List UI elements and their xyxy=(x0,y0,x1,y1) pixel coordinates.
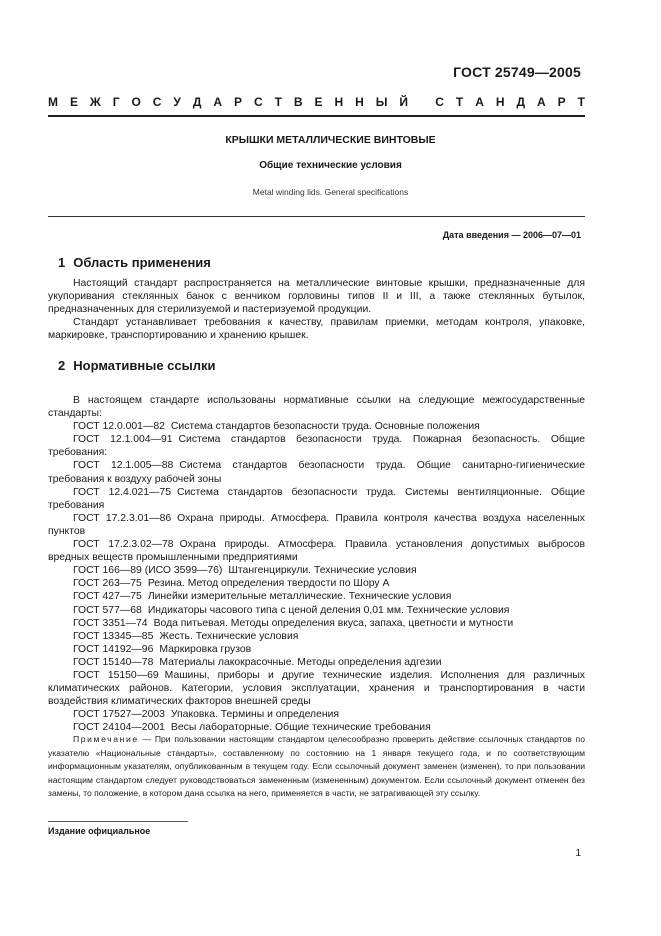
banner-letter: Т xyxy=(274,95,282,109)
reference-item xyxy=(48,708,585,721)
banner-letter: Е xyxy=(314,95,323,109)
reference-item xyxy=(48,669,585,708)
document-subtitle: Общие технические условия xyxy=(259,160,402,171)
reference-item xyxy=(48,617,585,630)
reference-title: Охрана природы. Атмосфера. Правила установления допустимых выбросов вредных веществ промышленными предприятиями xyxy=(48,539,585,564)
banner-letter: М xyxy=(48,95,58,109)
reference-item xyxy=(48,433,585,459)
reference-item xyxy=(48,459,585,485)
banner-letter: С xyxy=(435,95,444,109)
section-2-number: 2 xyxy=(58,358,66,373)
reference-code: ГОСТ 427—75 xyxy=(73,591,142,603)
banner-letter: Д xyxy=(516,95,526,109)
banner-letter: Р xyxy=(557,95,566,109)
reference-code: ГОСТ 166—89 (ИСО 3599—76) xyxy=(73,565,223,577)
normative-references xyxy=(48,394,585,734)
reference-title: Резина. Метод определения твердости по Шору А xyxy=(147,578,390,590)
banner-letter: Е xyxy=(69,95,78,109)
banner-letter: Ж xyxy=(89,95,101,109)
reference-title: Индикаторы часового типа с ценой деления 0,01 мм. Технические условия xyxy=(147,604,510,616)
introduction-date: Дата введения — 2006—07—01 xyxy=(442,230,581,240)
section-1-title: Область применения xyxy=(73,255,211,270)
note-text: — При пользовании настоящим стандартом целесообразно проверить действие ссылочных стандартов по указателю «Национальные стандарты», составленному по состоянию на 1 января текущего года, и по соответствующим информационным указателям, опубликованным в текущем году. Если ссылочный документ заменен (изменен), то при пользовании настоящим стандартом следует руководствоваться замененным (измененным) документом. Если ссылочный документ отменен без замены, то положение, в котором дана ссылка на него, применяется в части, не затрагивающей эту ссылку. xyxy=(48,734,585,799)
reference-title: Линейки измерительные металлические. Технические условия xyxy=(147,591,452,603)
section-1-heading xyxy=(58,255,211,270)
reference-title: Система стандартов безопасности труда. Общие санитарно-гигиенические требования к воздуху рабочей зоны xyxy=(48,460,585,485)
banner-gap xyxy=(420,95,423,109)
reference-item xyxy=(48,643,585,656)
banner-letter: Д xyxy=(192,95,202,109)
banner-letter: Ы xyxy=(375,95,388,109)
page-number: 1 xyxy=(575,848,581,859)
banner-letter: Г xyxy=(112,95,120,109)
section-2-title: Нормативные ссылки xyxy=(73,358,216,373)
banner-letter: Т xyxy=(577,95,585,109)
reference-code: ГОСТ 14192—96 xyxy=(73,643,154,655)
reference-item xyxy=(48,577,585,590)
footer-rule xyxy=(48,821,188,822)
reference-item xyxy=(48,590,585,603)
edition-label: Издание официальное xyxy=(48,826,151,836)
reference-list xyxy=(48,420,585,734)
reference-title: Машины, приборы и другие технические изделия. Исполнения для различных климатических районов. Категории, условия эксплуатации, хранения и транспортирования в части воздействия климатических факторов внешней среды xyxy=(48,669,585,708)
reference-item xyxy=(48,486,585,512)
reference-code: ГОСТ 24104—2001 xyxy=(73,722,165,734)
reference-code: ГОСТ 3351—74 xyxy=(73,617,148,629)
banner-letter: Р xyxy=(233,95,242,109)
reference-code: ГОСТ 17527—2003 xyxy=(73,709,165,721)
references-lead: В настоящем стандарте использованы нормативные ссылки на следующие межгосударственные стандарты: xyxy=(48,395,585,420)
section-1-paragraph: Стандарт устанавливает требования к качеству, правилам приемки, методам контроля, упаковке, маркировке, транспортированию и хранению крышек. xyxy=(48,317,585,341)
reference-item xyxy=(48,420,585,433)
reference-title: Система стандартов безопасности труда. Основные положения xyxy=(170,421,480,433)
reference-code: ГОСТ 12.0.001—82 xyxy=(73,421,165,433)
reference-title: Упаковка. Термины и определения xyxy=(170,709,340,721)
reference-code: ГОСТ 12.1.004—91 xyxy=(73,434,173,446)
section-1-number: 1 xyxy=(58,255,66,270)
reference-code: ГОСТ 12.4.021—75 xyxy=(73,486,171,498)
banner-letter: А xyxy=(536,95,546,109)
banner-letter: Н xyxy=(355,95,364,109)
section-1-paragraph: Настоящий стандарт распространяется на металлические винтовые крышки, предназначенные для укупоривания стеклянных банок с венчиком горловины типов II и III, а также стеклянных бутылок, предназначенных для стерилизуемой и пастеризуемой продукции. xyxy=(48,278,585,315)
reference-title: Система стандартов безопасности труда. Пожарная безопасность. Общие требования: xyxy=(48,434,585,459)
reference-title: Штангенциркули. Технические условия xyxy=(228,565,417,577)
reference-item xyxy=(48,564,585,577)
reference-code: ГОСТ 12.1.005—88 xyxy=(73,460,174,472)
interstate-standard-banner xyxy=(48,95,585,109)
reference-code: ГОСТ 17.2.3.02—78 xyxy=(73,539,174,551)
reference-title: Жесть. Технические условия xyxy=(159,630,299,642)
reference-title: Весы лабораторные. Общие технические требования xyxy=(170,722,431,734)
section-1-body xyxy=(48,277,585,342)
reference-code: ГОСТ 577—68 xyxy=(73,604,142,616)
reference-item xyxy=(48,604,585,617)
banner-letter: Т xyxy=(455,95,464,109)
reference-title: Маркировка грузов xyxy=(159,643,252,655)
banner-letter: У xyxy=(173,95,181,109)
reference-code: ГОСТ 263—75 xyxy=(73,578,142,590)
english-title: Metal winding lids. General specifications xyxy=(252,187,409,197)
note-block xyxy=(48,733,585,801)
reference-title: Система стандартов безопасности труда. Системы вентиляционные. Общие требования xyxy=(48,486,586,511)
reference-item xyxy=(48,538,585,564)
reference-code: ГОСТ 15140—78 xyxy=(73,656,154,668)
title-rule xyxy=(48,216,585,217)
banner-letter: С xyxy=(152,95,162,109)
banner-letter: А xyxy=(213,95,223,109)
reference-title: Материалы лакокрасочные. Методы определения адгезии xyxy=(159,656,442,668)
banner-letter: Н xyxy=(495,95,505,109)
top-rule xyxy=(48,115,585,117)
reference-title: Вода питьевая. Методы определения вкуса, запаха, цветности и мутности xyxy=(153,617,514,629)
reference-code: ГОСТ 17.2.3.01—86 xyxy=(73,512,172,524)
banner-letter: О xyxy=(131,95,141,109)
reference-code: ГОСТ 13345—85 xyxy=(73,630,154,642)
banner-letter: В xyxy=(293,95,303,109)
document-title: КРЫШКИ МЕТАЛЛИЧЕСКИЕ ВИНТОВЫЕ xyxy=(225,134,436,146)
reference-item xyxy=(48,512,585,538)
banner-letter: С xyxy=(253,95,263,109)
reference-item xyxy=(48,656,585,669)
reference-code: ГОСТ 15150—69 xyxy=(73,669,159,681)
note-lead-word: Примечание xyxy=(73,734,139,744)
document-number: ГОСТ 25749—2005 xyxy=(453,64,581,80)
reference-item xyxy=(48,630,585,643)
reference-title: Охрана природы. Атмосфера. Правила контроля качества воздуха населенных пунктов xyxy=(48,512,585,537)
section-2-heading xyxy=(58,358,215,373)
banner-letter: Н xyxy=(334,95,344,109)
banner-letter: Й xyxy=(399,95,409,109)
banner-letter: А xyxy=(475,95,484,109)
